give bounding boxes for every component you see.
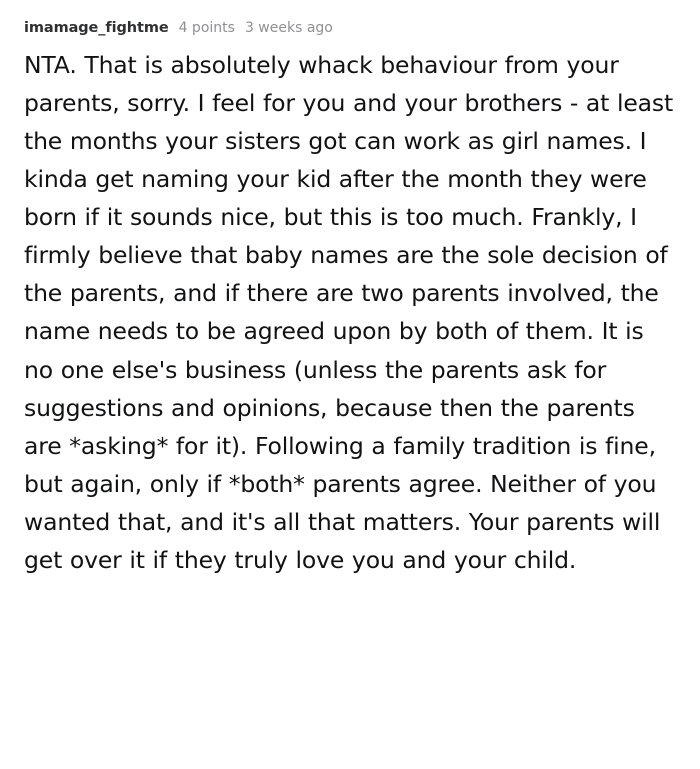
comment-timestamp: 3 weeks ago xyxy=(244,20,333,36)
comment-author[interactable]: imamage_fightme xyxy=(24,20,169,36)
comment-points: 4 points xyxy=(178,20,235,36)
comment-header xyxy=(24,20,676,36)
comment-text: NTA. That is absolutely whack behaviour from your parents, sorry. I feel for you and your brothers - at least the months your sisters got can work as girl names. I kinda get naming your kid after the month they were born if it sounds nice, but this is too much. Frankly, I firmly believe that baby names are the sole decision of the parents, and if there are two parents involved, the name needs to be agreed upon by both of them. It is no one else's business (unless the parents ask for suggestions and opinions, because then the parents are *asking* for it). Following a family tradition is fine, but again, only if *both* parents agree. Neither of you wanted that, and it's all that matters. Your parents will get over it if they truly love you and your child. xyxy=(24,51,674,574)
comment-body xyxy=(24,46,676,579)
